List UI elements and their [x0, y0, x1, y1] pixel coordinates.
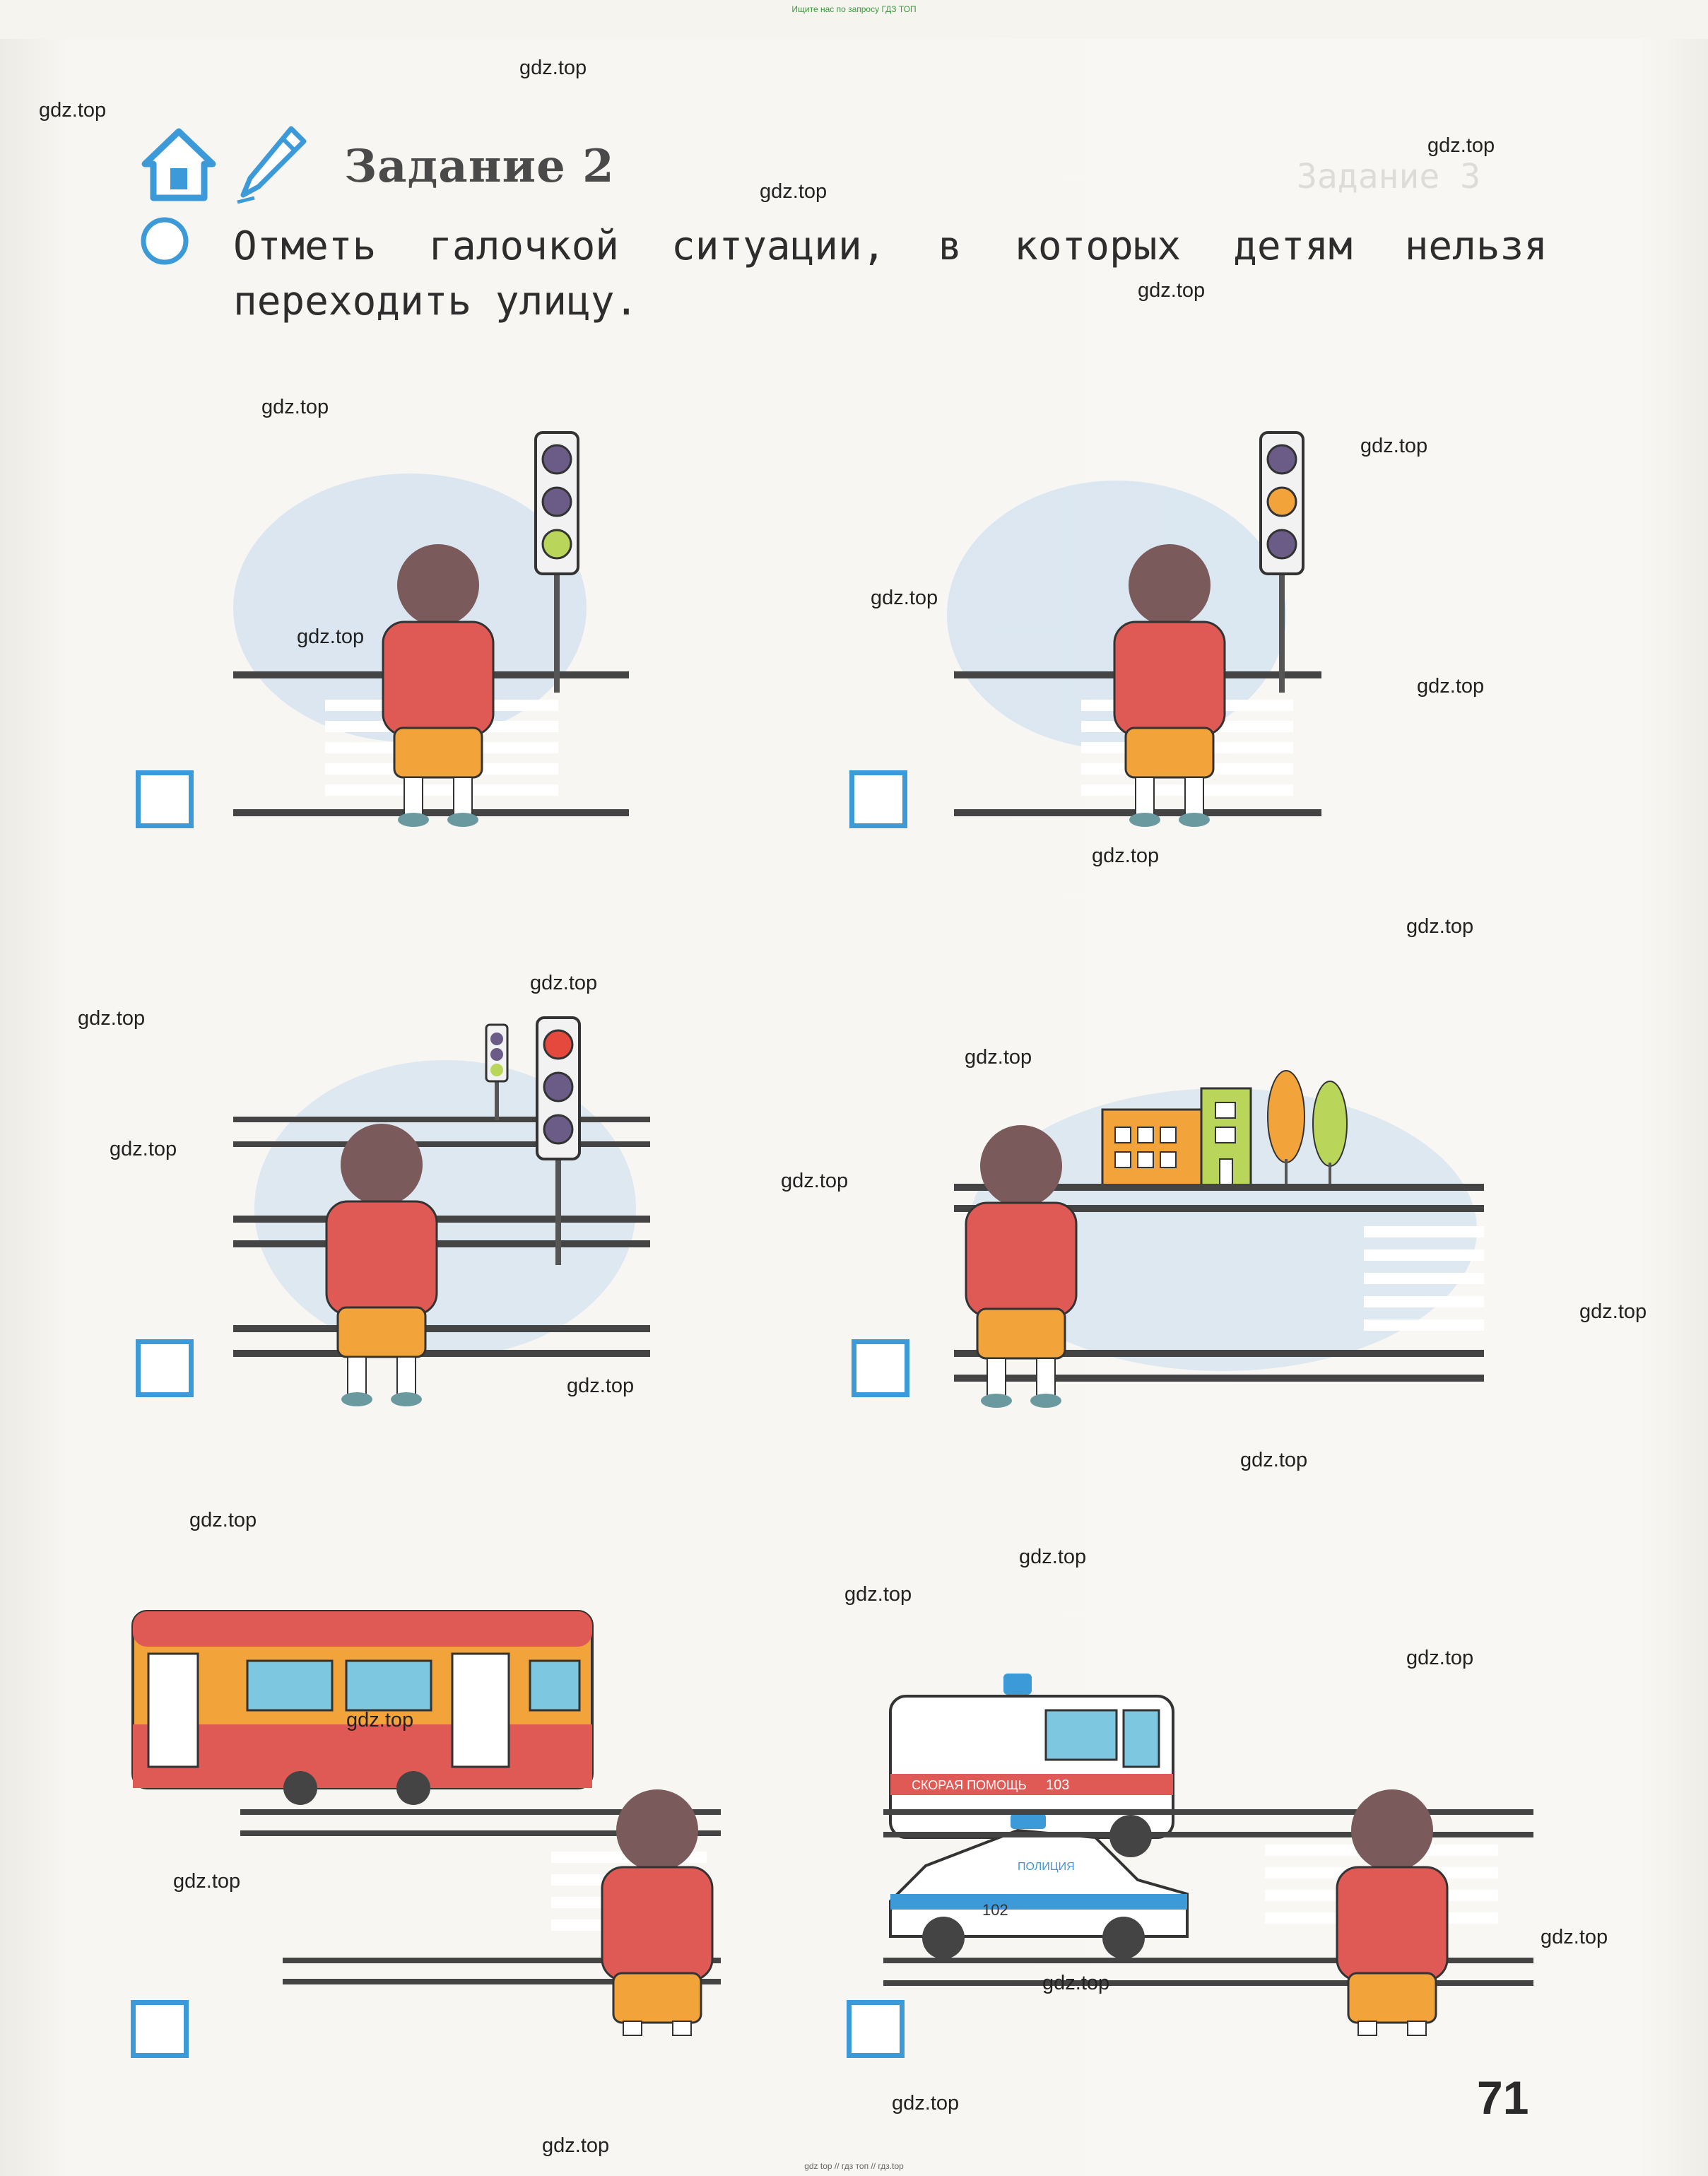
watermark: gdz.top	[1360, 435, 1428, 457]
circle-icon	[139, 216, 190, 266]
scene-tram	[127, 1597, 721, 2035]
watermark: gdz.top	[1579, 1300, 1647, 1323]
scene-red-light	[233, 996, 671, 1413]
watermark: gdz.top	[519, 57, 587, 79]
watermark: gdz.top	[542, 2134, 610, 2157]
watermark: gdz.top	[844, 1583, 912, 1606]
watermark: gdz.top	[760, 180, 828, 203]
scene-yellow-light	[940, 424, 1420, 820]
watermark: gdz.top	[1240, 1449, 1308, 1471]
watermark: gdz.top	[965, 1046, 1032, 1069]
watermark: gdz.top	[530, 972, 598, 994]
boy-figure	[326, 1124, 437, 1406]
watermark: gdz.top	[261, 396, 329, 418]
task-title: Задание 2	[344, 140, 615, 193]
watermark: gdz.top	[567, 1375, 635, 1397]
ambulance	[890, 1674, 1173, 1857]
scene-1-checkbox[interactable]	[136, 770, 194, 828]
task-instruction: Отметь галочкой ситуации, в которых детям нельзя переходить улицу.	[233, 223, 1548, 324]
watermark: gdz.top	[1138, 279, 1206, 302]
watermark: gdz.top	[110, 1138, 177, 1160]
police-number: 102	[982, 1901, 1008, 1919]
watermark: gdz.top	[892, 2092, 960, 2115]
watermark: gdz.top	[1042, 1972, 1110, 1994]
scene-2-checkbox[interactable]	[849, 770, 907, 828]
boy-figure	[1337, 1789, 1447, 2035]
scene-6-checkbox[interactable]	[847, 2000, 905, 2058]
watermark: gdz.top	[173, 1870, 241, 1893]
watermark: gdz.top	[1019, 1546, 1087, 1568]
tram	[133, 1611, 592, 1805]
ambulance-label: СКОРАЯ ПОМОЩЬ	[912, 1778, 1027, 1792]
show-through-text: Задание 3	[1297, 157, 1481, 196]
scene-3-checkbox[interactable]	[136, 1339, 194, 1397]
watermark: gdz.top	[781, 1170, 849, 1192]
police-label: ПОЛИЦИЯ	[1018, 1861, 1075, 1873]
watermark: gdz.top	[1092, 845, 1160, 867]
scene-4-checkbox[interactable]	[852, 1339, 909, 1397]
watermark: gdz.top	[1541, 1926, 1608, 1948]
ambulance-number: 103	[1046, 1777, 1070, 1793]
boy-figure	[602, 1789, 712, 2035]
watermark: gdz.top	[297, 625, 365, 648]
watermark: gdz.top	[1406, 915, 1474, 938]
pen-icon	[233, 122, 311, 206]
scene-green-light	[233, 424, 671, 820]
watermark: gdz.top	[1417, 675, 1485, 698]
search-hint: Ищите нас по запросу ГДЗ ТОП	[791, 4, 917, 14]
boy-figure	[966, 1125, 1076, 1408]
watermark: gdz.top	[871, 587, 938, 609]
watermark: gdz.top	[39, 99, 107, 122]
watermark: gdz.top	[1427, 134, 1495, 157]
watermark: gdz.top	[1406, 1647, 1474, 1669]
page-number: 71	[1477, 2071, 1529, 2124]
scene-5-checkbox[interactable]	[131, 2000, 189, 2058]
watermark: gdz.top	[189, 1509, 257, 1531]
footer-watermark: gdz top // гдз топ // гдз.top	[804, 2161, 904, 2171]
watermark: gdz.top	[78, 1007, 146, 1030]
scene-emergency-vehicles	[883, 1668, 1533, 2035]
scene-no-light	[940, 1053, 1498, 1421]
watermark: gdz.top	[346, 1709, 414, 1731]
home-icon	[139, 127, 218, 204]
